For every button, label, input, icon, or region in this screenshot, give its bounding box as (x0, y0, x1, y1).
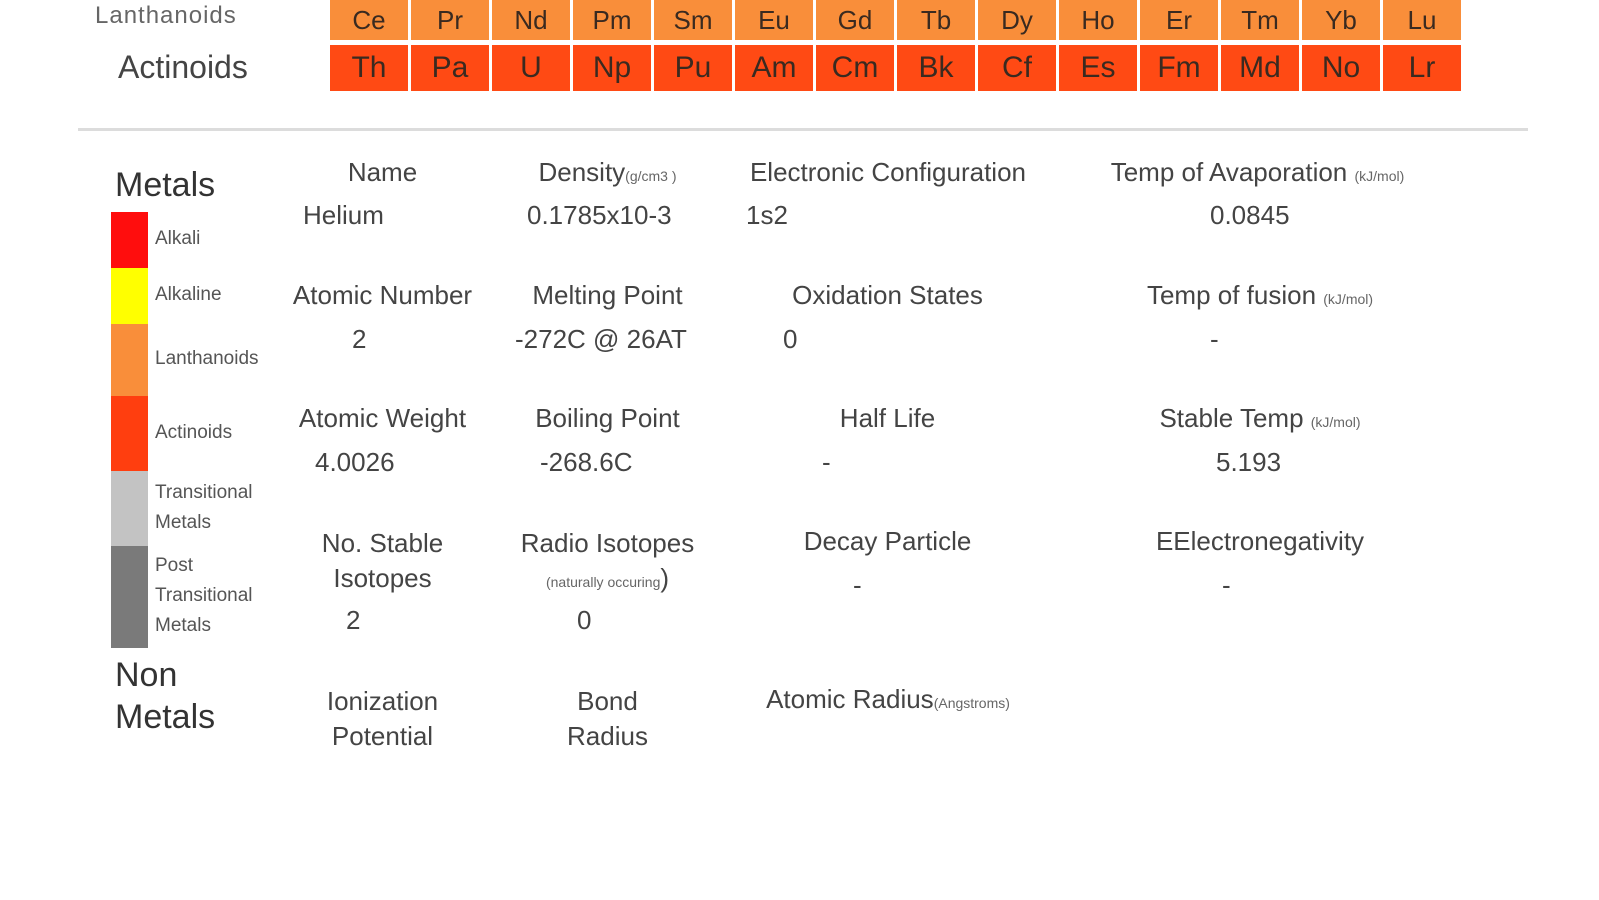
bond-radius-label-line: Bond (577, 686, 638, 716)
legend-nonmetals-line: Metals (115, 698, 216, 736)
lanthanoids-element-cell[interactable]: Yb (1302, 0, 1380, 40)
actinoids-element-cell[interactable]: Pu (654, 45, 732, 91)
lanthanoids-element-cell[interactable]: Nd (492, 0, 570, 40)
bond-radius-label-line: Radius (567, 721, 648, 751)
lanthanoids-element-cell[interactable]: Eu (735, 0, 813, 40)
temp-fusion-heading (1115, 280, 1405, 311)
electronic-configuration-value: 1s2 (746, 200, 788, 230)
half-life-value: - (822, 447, 831, 477)
stable-temp-value: 5.193 (1216, 447, 1282, 477)
legend-label-transitional-metals (155, 478, 253, 538)
name-heading: Name (347, 157, 418, 187)
lanthanoids-row-label: Lanthanoids (95, 2, 237, 29)
radio-isotopes-value: 0 (577, 605, 592, 635)
temp-fusion-value: - (1210, 324, 1219, 354)
stable-temp-heading (1115, 403, 1405, 434)
legend-label-alkali: Alkali (155, 228, 201, 249)
name-value: Helium (303, 200, 384, 230)
actinoids-element-cell[interactable]: Bk (897, 45, 975, 91)
boiling-point-heading: Boiling Point (535, 403, 680, 433)
density-label: Density (538, 157, 626, 187)
actinoids-element-cell[interactable]: Es (1059, 45, 1137, 91)
atomic-radius-label: Atomic Radius (766, 684, 934, 714)
temp-evaporation-unit: (kJ/mol) (1354, 168, 1405, 184)
ionization-potential-label-line: Ionization (326, 686, 439, 716)
legend-swatch-post-transitional-metals (111, 546, 148, 648)
ionization-potential-heading (285, 684, 480, 754)
decay-particle-heading: Decay Particle (803, 526, 972, 556)
boiling-point-value: -268.6C (540, 447, 633, 477)
legend-label-line: Transitional (155, 585, 253, 606)
bond-radius-heading (510, 684, 705, 754)
ionization-potential-label-line: Potential (331, 721, 434, 751)
temp-evaporation-value: 0.0845 (1210, 200, 1290, 230)
legend-swatch-alkali (111, 212, 148, 268)
oxidation-states-heading: Oxidation States (792, 280, 983, 310)
actinoids-element-cell[interactable]: Th (330, 45, 408, 91)
lanthanoids-element-cell[interactable]: Tb (897, 0, 975, 40)
electronegativity-heading: EElectronegativity (1155, 526, 1365, 556)
stable-isotopes-value: 2 (346, 605, 361, 635)
lanthanoids-element-cell[interactable]: Pm (573, 0, 651, 40)
legend-swatch-transitional-metals (111, 471, 148, 546)
legend-label-actinoids: Actinoids (155, 422, 233, 443)
lanthanoids-element-cell[interactable]: Er (1140, 0, 1218, 40)
legend-swatch-lanthanoids (111, 324, 148, 396)
stable-temp-unit: (kJ/mol) (1310, 414, 1361, 430)
lanthanoids-row (330, 0, 1461, 40)
legend-swatch-actinoids (111, 396, 148, 471)
electronegativity-value: - (1222, 570, 1231, 600)
actinoids-element-cell[interactable]: Md (1221, 45, 1299, 91)
decay-particle-value: - (853, 570, 862, 600)
actinoids-element-cell[interactable]: No (1302, 45, 1380, 91)
actinoids-element-cell[interactable]: Am (735, 45, 813, 91)
actinoids-element-cell[interactable]: Np (573, 45, 651, 91)
actinoids-element-cell[interactable]: U (492, 45, 570, 91)
lanthanoids-element-cell[interactable]: Ho (1059, 0, 1137, 40)
lanthanoids-element-cell[interactable]: Lu (1383, 0, 1461, 40)
radio-isotopes-label: Radio Isotopes (520, 528, 695, 558)
stable-isotopes-heading (285, 526, 480, 596)
half-life-heading: Half Life (839, 403, 936, 433)
lanthanoids-element-cell[interactable]: Sm (654, 0, 732, 40)
lanthanoids-element-cell[interactable]: Pr (411, 0, 489, 40)
temp-fusion-unit: (kJ/mol) (1323, 291, 1374, 307)
density-unit: (g/cm3 ) (625, 168, 677, 184)
melting-point-heading: Melting Point (532, 280, 683, 310)
actinoids-element-cell[interactable]: Fm (1140, 45, 1218, 91)
legend-nonmetals-line: Non (115, 656, 178, 694)
melting-point-value: -272C @ 26AT (515, 324, 687, 354)
actinoids-row (330, 45, 1461, 91)
legend-label-line: Transitional (155, 482, 253, 503)
legend-swatch-alkaline (111, 268, 148, 324)
legend-label-alkaline: Alkaline (155, 284, 222, 305)
atomic-number-value: 2 (352, 324, 367, 354)
electronic-configuration-heading: Electronic Configuration (749, 157, 1027, 187)
density-heading (510, 157, 705, 188)
actinoids-row-label: Actinoids (118, 49, 248, 85)
legend-nonmetals-title (115, 654, 215, 738)
stable-isotopes-label-line: Isotopes (333, 563, 432, 593)
actinoids-element-cell[interactable]: Pa (411, 45, 489, 91)
legend-label-line: Metals (155, 512, 211, 533)
actinoids-element-cell[interactable]: Cm (816, 45, 894, 91)
radio-isotopes-sub: (naturally occuring (545, 574, 661, 590)
lanthanoids-element-cell[interactable]: Ce (330, 0, 408, 40)
temp-evaporation-label: Temp of Avaporation (1110, 157, 1355, 187)
oxidation-states-value: 0 (783, 324, 798, 354)
atomic-weight-heading: Atomic Weight (298, 403, 467, 433)
actinoids-element-cell[interactable]: Cf (978, 45, 1056, 91)
radio-isotopes-heading (505, 526, 710, 600)
lanthanoids-element-cell[interactable]: Tm (1221, 0, 1299, 40)
atomic-radius-unit: (Angstroms) (933, 695, 1010, 711)
legend-label-line: Metals (155, 615, 211, 636)
radio-isotopes-sub-close: ) (660, 563, 670, 593)
stable-isotopes-label-line: No. Stable (321, 528, 444, 558)
lanthanoids-element-cell[interactable]: Gd (816, 0, 894, 40)
section-divider (78, 128, 1528, 131)
actinoids-element-cell[interactable]: Lr (1383, 45, 1461, 91)
atomic-weight-value: 4.0026 (315, 447, 395, 477)
lanthanoids-element-cell[interactable]: Dy (978, 0, 1056, 40)
stable-temp-label: Stable Temp (1159, 403, 1311, 433)
legend-label-line: Post (155, 555, 194, 576)
atomic-radius-heading (738, 684, 1038, 715)
legend-label-post-transitional-metals (155, 551, 253, 641)
density-value: 0.1785x10-3 (527, 200, 672, 230)
legend-metals-title: Metals (115, 166, 216, 204)
temp-evaporation-heading (1085, 157, 1430, 188)
atomic-number-heading: Atomic Number (292, 280, 473, 310)
bottom-blank-area (0, 752, 1599, 900)
temp-fusion-label: Temp of fusion (1146, 280, 1324, 310)
legend-label-lanthanoids: Lanthanoids (155, 348, 259, 369)
